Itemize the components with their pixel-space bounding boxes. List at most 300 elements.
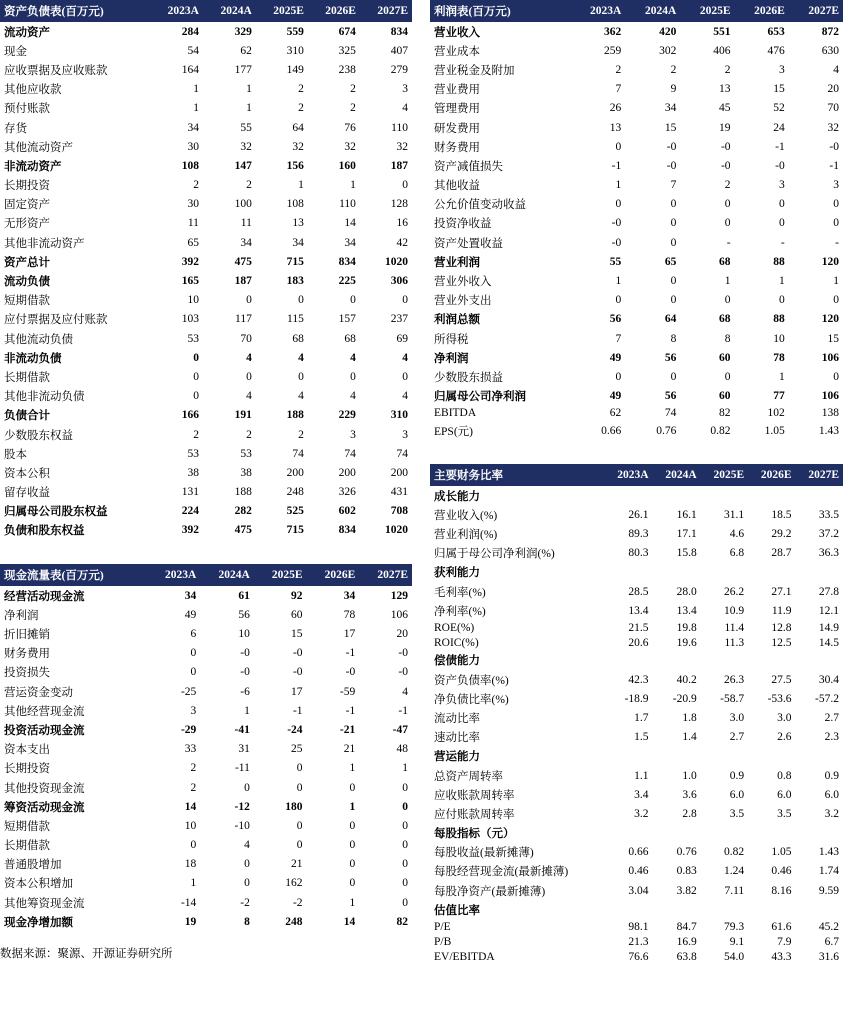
- row-value: 98.1: [628, 921, 649, 934]
- row-value: 2: [246, 428, 252, 441]
- table-row: [0, 502, 412, 521]
- table-row: [0, 348, 412, 367]
- table-row: [0, 855, 412, 874]
- row-label: 长期借款: [4, 371, 50, 384]
- row-label: 应付票据及应付账款: [4, 314, 108, 327]
- table-row: [0, 291, 412, 310]
- row-label: 营业成本: [434, 45, 480, 58]
- row-label: 现金净增加额: [4, 916, 73, 929]
- row-label: 归属母公司股东权益: [4, 506, 108, 519]
- table-row: [430, 118, 843, 137]
- row-value: -6: [240, 685, 250, 698]
- ratios-col-4: 2027E: [796, 464, 843, 486]
- row-value: 191: [234, 409, 252, 422]
- row-value: 1: [193, 83, 199, 96]
- table-row: [0, 214, 412, 233]
- row-value: -20.9: [672, 692, 697, 705]
- row-value: [796, 824, 843, 843]
- row-value: 0: [296, 762, 303, 775]
- row-value: 27.1: [771, 585, 792, 598]
- row-value: 0.76: [676, 846, 697, 859]
- row-value: -0: [775, 159, 785, 172]
- row-label: 总资产周转率: [434, 770, 503, 783]
- row-value: 11: [187, 217, 199, 230]
- row-value: 0: [190, 839, 197, 852]
- row-value: 31.6: [818, 951, 839, 964]
- row-value: 106: [390, 608, 408, 621]
- row-value: 15: [291, 628, 303, 641]
- row-value: 0.9: [824, 769, 839, 782]
- row-label: EPS(元): [434, 425, 473, 438]
- row-value: 149: [286, 63, 304, 76]
- row-value: 2: [246, 179, 252, 192]
- row-label: 其他流动负债: [4, 333, 73, 346]
- row-value: 74: [664, 407, 677, 420]
- row-value: 4: [833, 63, 839, 76]
- balance-sheet-title: 资产负债表(百万元): [0, 0, 150, 22]
- row-label: 财务费用: [434, 141, 480, 154]
- row-value: [701, 747, 748, 766]
- row-value: 0: [615, 198, 622, 211]
- table-row: [0, 60, 412, 79]
- row-value: 15: [664, 121, 677, 134]
- row-value: 29.2: [771, 528, 792, 541]
- row-value: 89.3: [628, 528, 649, 541]
- row-value: 475: [234, 255, 252, 268]
- table-row: [430, 99, 843, 118]
- row-value: -58.7: [720, 692, 745, 705]
- row-value: [653, 563, 701, 582]
- row-label: 固定资产: [4, 199, 50, 212]
- row-value: [604, 900, 652, 919]
- row-value: 16.9: [676, 936, 697, 949]
- row-value: 110: [391, 121, 408, 134]
- row-value: 9: [670, 83, 677, 96]
- row-value: [796, 747, 843, 766]
- row-value: 1.74: [818, 865, 839, 878]
- row-value: 80.3: [628, 547, 649, 560]
- table-row: [430, 544, 843, 563]
- row-value: 8: [724, 332, 731, 345]
- row-value: 392: [181, 255, 199, 268]
- income-statement-col-3: 2026E: [735, 0, 789, 22]
- row-value: 8: [244, 915, 250, 928]
- row-value: 1: [833, 275, 839, 288]
- row-value: 14: [343, 915, 356, 928]
- row-value: [748, 486, 795, 505]
- row-value: 1: [779, 370, 785, 383]
- row-value: 62: [240, 44, 252, 57]
- row-value: 131: [181, 486, 199, 499]
- row-value: 13: [292, 217, 304, 230]
- row-value: 45.2: [818, 921, 839, 934]
- row-value: 76.6: [628, 951, 649, 964]
- row-label: 营业费用: [434, 84, 480, 97]
- row-value: 282: [234, 505, 252, 518]
- row-value: 31: [238, 743, 250, 756]
- row-value: [796, 651, 843, 670]
- cash-flow-col-2: 2025E: [254, 564, 307, 586]
- row-value: 32: [240, 140, 252, 153]
- row-value: 32: [827, 121, 839, 134]
- row-value: 21.5: [628, 622, 649, 635]
- row-value: 0: [296, 781, 303, 794]
- row-value: 34: [187, 121, 199, 134]
- table-row: [430, 950, 843, 965]
- row-value: -0: [720, 140, 731, 153]
- row-value: -0: [240, 666, 250, 679]
- income-statement-table: [430, 0, 843, 440]
- row-value: 0.9: [729, 769, 745, 782]
- row-value: 3: [402, 83, 408, 96]
- row-value: -1: [345, 647, 356, 660]
- row-value: 653: [767, 25, 785, 38]
- row-value: 187: [234, 275, 252, 288]
- row-value: 56: [664, 351, 677, 364]
- row-value: 24: [773, 121, 785, 134]
- row-value: 9.1: [729, 936, 745, 949]
- row-value: 177: [234, 63, 252, 76]
- table-row: [0, 271, 412, 290]
- table-row: [430, 651, 843, 670]
- row-label: 资产总计: [4, 256, 50, 269]
- row-value: 60: [719, 390, 731, 403]
- row-value: 108: [181, 159, 199, 172]
- cash-flow-title: 现金流量表(百万元): [0, 564, 147, 586]
- income-statement-title: 利润表(百万元): [430, 0, 570, 22]
- balance-sheet-col-1: 2024A: [203, 0, 256, 22]
- row-value: 326: [338, 486, 356, 499]
- row-value: -0: [345, 666, 356, 679]
- balance-sheet-col-4: 2027E: [360, 0, 412, 22]
- row-value: 7.9: [777, 936, 792, 949]
- table-row: [430, 421, 843, 440]
- row-label: 营业收入(%): [434, 509, 498, 522]
- row-value: 0: [296, 839, 303, 852]
- row-value: 4: [246, 351, 252, 364]
- row-value: 0: [190, 666, 197, 679]
- row-value: 0: [724, 198, 731, 211]
- row-value: 28.0: [676, 585, 697, 598]
- row-value: -2: [292, 896, 303, 909]
- row-value: 1.4: [682, 731, 697, 744]
- row-value: 6.8: [729, 547, 745, 560]
- row-value: 157: [338, 313, 356, 326]
- row-value: 0: [670, 275, 677, 288]
- row-value: 183: [286, 275, 304, 288]
- row-label: 其他收益: [434, 180, 480, 193]
- row-value: 0: [298, 294, 304, 307]
- row-value: 872: [821, 25, 839, 38]
- row-value: 19: [184, 915, 197, 928]
- row-value: 1020: [385, 255, 408, 268]
- row-value: 475: [234, 524, 252, 537]
- row-label: 资本公积: [4, 467, 50, 480]
- row-value: 36.3: [818, 547, 839, 560]
- row-value: 25: [291, 743, 303, 756]
- row-value: 4: [402, 102, 408, 115]
- row-value: 13: [719, 83, 731, 96]
- row-value: 0: [615, 370, 622, 383]
- row-value: 279: [390, 63, 408, 76]
- table-row: [0, 80, 412, 99]
- row-label: 营业收入: [434, 26, 480, 39]
- table-row: [0, 586, 412, 605]
- row-value: -57.2: [815, 692, 839, 705]
- row-label: 净利润: [434, 352, 469, 365]
- ratios-col-2: 2025E: [701, 464, 748, 486]
- row-value: 34: [343, 589, 356, 602]
- row-value: -0: [666, 159, 677, 172]
- row-label: ROIC(%): [434, 637, 479, 650]
- row-value: 0: [402, 781, 408, 794]
- cash-flow-table-wrap: [0, 564, 412, 931]
- row-value: 166: [181, 409, 199, 422]
- row-value: 82: [719, 407, 731, 420]
- row-value: 30.4: [818, 673, 839, 686]
- row-value: 2: [724, 179, 731, 192]
- table-row: [430, 728, 843, 747]
- row-value: 0.82: [710, 424, 731, 437]
- row-value: 56: [238, 608, 250, 621]
- table-row: [0, 521, 412, 540]
- row-value: 0: [724, 294, 731, 307]
- row-value: 78: [773, 351, 785, 364]
- table-row: [0, 41, 412, 60]
- row-value: 11.3: [724, 637, 745, 650]
- income-statement-header-row: [430, 0, 843, 22]
- table-row: [0, 912, 412, 931]
- row-value: 43.3: [771, 951, 792, 964]
- row-label: 资本公积增加: [4, 878, 73, 891]
- row-label: 流动负债: [4, 276, 50, 289]
- row-value: 715: [286, 255, 304, 268]
- row-value: [653, 824, 701, 843]
- row-label: 获利能力: [434, 567, 480, 580]
- row-label: 非流动负债: [4, 352, 62, 365]
- row-value: 392: [181, 524, 199, 537]
- row-value: 20: [827, 83, 839, 96]
- row-value: 74: [396, 447, 408, 460]
- row-label: EV/EBITDA: [434, 951, 495, 964]
- row-value: 2: [193, 428, 199, 441]
- row-value: 49: [184, 608, 197, 621]
- row-label: 股本: [4, 448, 27, 461]
- data-source-note: 数据来源：聚源、开源证券研究所: [0, 948, 173, 961]
- row-value: [796, 563, 843, 582]
- table-row: [430, 919, 843, 934]
- row-value: -1: [345, 704, 356, 717]
- row-label: 每股收益(最新摊薄): [434, 847, 534, 860]
- row-value: 0.46: [628, 865, 649, 878]
- row-value: 3.5: [729, 807, 745, 820]
- row-value: 13: [609, 121, 622, 134]
- row-value: 56: [664, 390, 677, 403]
- row-value: -0: [611, 217, 622, 230]
- row-value: 0.82: [724, 846, 745, 859]
- table-row: [430, 387, 843, 406]
- table-row: [430, 252, 843, 271]
- row-value: 476: [767, 44, 785, 57]
- row-value: 1: [244, 704, 250, 717]
- row-value: 0: [350, 294, 356, 307]
- row-value: 102: [767, 407, 785, 420]
- row-label: 经营活动现金流: [4, 590, 85, 603]
- row-value: 224: [181, 505, 199, 518]
- row-value: 19.8: [676, 622, 697, 635]
- row-label: EBITDA: [434, 407, 477, 420]
- row-value: 0: [402, 370, 408, 383]
- row-value: 4: [246, 390, 252, 403]
- row-value: 18.5: [771, 508, 792, 521]
- row-value: 2: [193, 179, 199, 192]
- row-label: 现金: [4, 45, 27, 58]
- row-value: 74: [344, 447, 356, 460]
- row-value: 1.24: [724, 865, 745, 878]
- row-value: 4: [402, 685, 408, 698]
- income-statement-col-4: 2027E: [789, 0, 843, 22]
- row-value: 49: [609, 390, 622, 403]
- row-value: 0: [244, 877, 250, 890]
- row-value: 0: [402, 858, 408, 871]
- row-value: 26.2: [724, 585, 745, 598]
- table-row: [430, 291, 843, 310]
- row-value: 525: [286, 505, 304, 518]
- row-value: 27.8: [818, 585, 839, 598]
- row-value: 0: [615, 140, 622, 153]
- row-value: 2: [724, 63, 731, 76]
- row-value: 30: [187, 140, 199, 153]
- row-label: 净利润: [4, 609, 39, 622]
- cash-flow-col-4: 2027E: [359, 564, 412, 586]
- row-value: 284: [181, 25, 199, 38]
- row-label: 投资活动现金流: [4, 724, 85, 737]
- table-row: [430, 843, 843, 862]
- row-value: 0: [724, 370, 731, 383]
- row-value: -14: [180, 896, 197, 909]
- row-value: 187: [390, 159, 408, 172]
- row-value: 0: [402, 877, 408, 890]
- row-value: 6.0: [729, 788, 745, 801]
- row-value: 10: [773, 332, 785, 345]
- row-value: 0: [350, 370, 356, 383]
- row-value: 3.0: [777, 711, 792, 724]
- row-value: 0: [244, 781, 250, 794]
- row-value: 237: [390, 313, 408, 326]
- table-row: [0, 836, 412, 855]
- table-row: [430, 271, 843, 290]
- row-value: 551: [713, 25, 731, 38]
- row-value: 329: [234, 25, 252, 38]
- row-value: 0: [349, 781, 356, 794]
- table-row: [430, 881, 843, 900]
- row-value: 1.43: [818, 424, 839, 437]
- row-value: 28.7: [771, 547, 792, 560]
- table-row: [430, 525, 843, 544]
- table-row: [430, 156, 843, 175]
- row-label: 投资损失: [4, 667, 50, 680]
- row-value: 6.7: [824, 936, 839, 949]
- table-row: [0, 463, 412, 482]
- row-value: 9.59: [818, 884, 839, 897]
- row-value: 1: [190, 877, 197, 890]
- row-label: 长期投资: [4, 180, 50, 193]
- row-label: 营业外支出: [434, 295, 492, 308]
- row-label: 营业利润(%): [434, 529, 498, 542]
- right-column: [430, 0, 843, 975]
- row-value: 559: [286, 25, 304, 38]
- row-value: 13.4: [628, 604, 649, 617]
- row-value: 38: [187, 466, 199, 479]
- row-label: 资产减值损失: [434, 160, 503, 173]
- row-value: 0: [670, 217, 677, 230]
- row-value: 63.8: [676, 951, 697, 964]
- row-value: -29: [180, 723, 197, 736]
- table-row: [430, 689, 843, 708]
- row-value: 834: [390, 25, 408, 38]
- table-row: [0, 605, 412, 624]
- row-value: 3.04: [628, 884, 649, 897]
- row-label: 应收票据及应收账款: [4, 64, 108, 77]
- row-value: 42.3: [628, 673, 649, 686]
- table-row: [430, 60, 843, 79]
- row-value: 20: [396, 628, 408, 641]
- row-value: 238: [338, 63, 356, 76]
- row-value: 17: [291, 685, 303, 698]
- row-value: -10: [234, 819, 250, 832]
- row-value: 3: [402, 428, 408, 441]
- row-value: 108: [286, 198, 304, 211]
- row-value: 2.8: [682, 807, 697, 820]
- row-value: 1: [349, 896, 356, 909]
- table-row: [0, 176, 412, 195]
- row-value: 138: [821, 407, 839, 420]
- table-row: [0, 663, 412, 682]
- row-value: 2.7: [729, 731, 745, 744]
- row-value: 15: [827, 332, 839, 345]
- row-label: 其他非流动负债: [4, 391, 85, 404]
- row-value: 64: [664, 313, 677, 326]
- table-row: [0, 644, 412, 663]
- row-label: P/E: [434, 921, 451, 934]
- table-row: [430, 824, 843, 843]
- table-row: [0, 778, 412, 797]
- row-value: [604, 824, 652, 843]
- table-row: [0, 233, 412, 252]
- row-value: 1.43: [818, 846, 839, 859]
- row-value: 431: [390, 486, 408, 499]
- row-value: 1.5: [634, 731, 649, 744]
- table-row: [0, 701, 412, 720]
- row-value: 14.5: [818, 637, 839, 650]
- row-value: 12.1: [818, 604, 839, 617]
- table-row: [430, 804, 843, 823]
- table-row: [430, 505, 843, 524]
- row-value: 302: [659, 44, 677, 57]
- row-value: 100: [234, 198, 252, 211]
- row-value: 3: [350, 428, 356, 441]
- ratios-col-0: 2023A: [604, 464, 652, 486]
- row-value: 156: [286, 159, 304, 172]
- row-value: 3: [779, 179, 785, 192]
- row-value: 61: [238, 589, 250, 602]
- row-value: 34: [344, 236, 356, 249]
- row-value: 834: [338, 524, 356, 537]
- row-value: 3: [833, 179, 839, 192]
- row-value: 14: [344, 217, 356, 230]
- row-value: -12: [234, 800, 250, 813]
- table-row: [0, 156, 412, 175]
